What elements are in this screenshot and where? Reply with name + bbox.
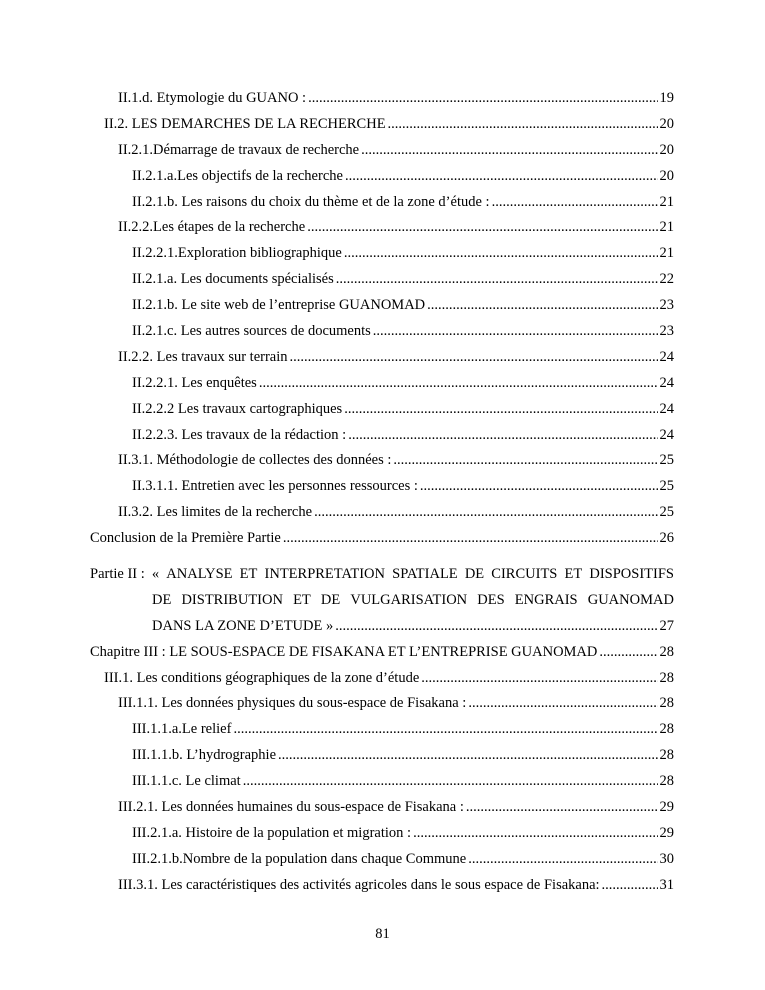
toc-entry[interactable] [118, 500, 674, 526]
toc-entry-label: III.3.1. Les caractéristiques des activités agricoles dans le sous espace de Fisakana: [118, 876, 600, 893]
toc-page-number: 19 [659, 90, 674, 106]
toc-entry[interactable] [132, 743, 674, 769]
partie-ii-word: ET [564, 566, 583, 583]
toc-entry[interactable] [104, 666, 674, 692]
toc-entry-label: II.2.2.3. Les travaux de la rédaction : [132, 426, 347, 443]
toc-page-number: 28 [659, 721, 674, 738]
leader-dots [361, 138, 657, 164]
leader-dots [421, 666, 657, 692]
leader-dots [393, 448, 657, 474]
toc-entry-partie-ii[interactable] [90, 562, 674, 640]
toc-entry-label: Chapitre III : LE SOUS-ESPACE DE FISAKANA ET L’ENTREPRISE GUANOMAD [90, 643, 598, 660]
footer-page-number: 81 [375, 926, 390, 942]
partie-ii-word: DE [152, 591, 172, 608]
toc-entry[interactable] [132, 293, 674, 319]
partie-ii-word: DE [464, 566, 485, 583]
toc-entry[interactable] [132, 397, 674, 423]
toc-entry-label: II.2.1.b. Le site web de l’entreprise GUANOMAD [132, 297, 426, 314]
toc-page-number: 26 [659, 530, 674, 547]
leader-dots [492, 190, 658, 216]
toc-page-number: 23 [659, 297, 674, 314]
toc-page-number: 31 [659, 876, 674, 893]
toc-entry-label: II.2.1.a.Les objectifs de la recherche [132, 167, 343, 184]
toc-entry-label: II.3.1.1. Entretien avec les personnes ressources : [132, 478, 418, 495]
toc-entry-label: II.3.1. Méthodologie de collectes des données : [118, 452, 392, 469]
partie-ii-word: ANALYSE [166, 566, 233, 583]
partie-ii-title-line1 [90, 562, 674, 588]
partie-ii-title-end: DANS LA ZONE D’ETUDE » [152, 617, 334, 634]
toc-page-number: 28 [659, 643, 674, 660]
toc-entry[interactable] [118, 215, 674, 241]
toc-section-part1 [0, 86, 765, 552]
toc-entry[interactable] [118, 795, 674, 821]
leader-dots [308, 86, 657, 112]
toc-entry[interactable] [118, 691, 674, 717]
toc-entry-label: III.1.1. Les données physiques du sous-espace de Fisakana : [118, 695, 467, 712]
partie-ii-word: DES [477, 591, 505, 608]
toc-entry[interactable] [132, 371, 674, 397]
toc-page-number: 28 [659, 747, 674, 764]
toc-entry-label: II.1.d. Etymologie du GUANO : [118, 90, 307, 106]
toc-page-number: 24 [659, 374, 674, 391]
partie-ii-word: GUANOMAD [587, 591, 674, 608]
toc-entry[interactable] [132, 164, 674, 190]
toc-entry-label: II.3.2. Les limites de la recherche [118, 504, 313, 521]
leader-dots [348, 423, 657, 449]
toc-page-number: 23 [659, 323, 674, 340]
toc-section-chapter3 [0, 640, 765, 899]
toc-entry-label: II.2.1.Démarrage de travaux de recherche [118, 141, 360, 158]
partie-ii-title-line3 [152, 614, 674, 640]
leader-dots [466, 795, 658, 821]
toc-entry-label: Conclusion de la Première Partie [90, 530, 281, 547]
leader-dots [307, 215, 657, 241]
leader-dots [373, 319, 658, 345]
toc-page-number: 24 [659, 348, 674, 365]
leader-dots [468, 847, 657, 873]
partie-ii-word: SPATIALE [392, 566, 458, 583]
toc-entry[interactable] [118, 138, 674, 164]
leader-dots [388, 112, 658, 138]
leader-dots [314, 500, 657, 526]
leader-dots [345, 164, 658, 190]
leader-dots [336, 267, 658, 293]
partie-ii-word: DE [320, 591, 341, 608]
leader-dots [259, 371, 658, 397]
toc-entry[interactable] [118, 345, 674, 371]
toc-page-number: 24 [659, 400, 674, 417]
partie-ii-word: VULGARISATION [350, 591, 468, 608]
toc-entry[interactable] [132, 190, 674, 216]
partie-ii-word: DISTRIBUTION [181, 591, 283, 608]
toc-entry[interactable] [132, 319, 674, 345]
leader-dots [427, 293, 657, 319]
toc-entry-label: II.2.2.2 Les travaux cartographiques [132, 400, 343, 417]
leader-dots [243, 769, 658, 795]
toc-page-number: 28 [659, 773, 674, 790]
toc-entry-label: II.2.2. Les travaux sur terrain [118, 348, 288, 365]
toc-page-number: 21 [659, 219, 674, 236]
leader-dots [602, 873, 658, 899]
toc-entry[interactable] [132, 821, 674, 847]
toc-page-number: 25 [659, 478, 674, 495]
toc-entry-label: III.1.1.b. L’hydrographie [132, 747, 277, 764]
toc-entry-label: III.2.1.a. Histoire de la population et migration : [132, 824, 412, 841]
toc-entry-label: II.2.1.b. Les raisons du choix du thème et de la zone d’étude : [132, 193, 490, 210]
toc-page-number: 28 [659, 669, 674, 686]
toc-entry[interactable] [132, 267, 674, 293]
leader-dots [335, 614, 657, 640]
leader-dots [233, 717, 657, 743]
toc-page-number: 25 [659, 452, 674, 469]
leader-dots [290, 345, 658, 371]
toc-page-number: 27 [659, 617, 674, 634]
toc-entry[interactable] [132, 769, 674, 795]
toc-page-number: 29 [659, 799, 674, 816]
toc-entry-label: II.2.2.1.Exploration bibliographique [132, 245, 342, 262]
toc-entry[interactable] [132, 847, 674, 873]
partie-ii-word: ET [239, 566, 258, 583]
toc-page-number: 22 [659, 271, 674, 288]
toc-page-number: 30 [659, 850, 674, 867]
leader-dots [344, 241, 658, 267]
toc-entry-label: III.2.1.b.Nombre de la population dans chaque Commune [132, 850, 467, 867]
toc-entry-label: II.2.2.1. Les enquêtes [132, 374, 257, 391]
toc-entry-label: III.2.1. Les données humaines du sous-espace de Fisakana : [118, 799, 464, 816]
toc-entry[interactable] [90, 640, 674, 666]
toc-page-number: 20 [659, 167, 674, 184]
toc-entry-label: II.2.1.c. Les autres sources de documents [132, 323, 371, 340]
partie-ii-word: ET [293, 591, 311, 608]
leader-dots [468, 691, 657, 717]
partie-ii-word: CIRCUITS [491, 566, 558, 583]
toc-entry-label: III.1. Les conditions géographiques de la zone d’étude [104, 669, 420, 686]
toc-entry[interactable] [90, 526, 674, 552]
toc-page-number: 20 [659, 115, 674, 132]
toc-page-number: 21 [659, 245, 674, 262]
partie-ii-word: « [151, 566, 160, 583]
leader-dots [599, 640, 657, 666]
leader-dots [283, 526, 658, 552]
partie-ii-title-line2 [152, 588, 674, 614]
toc-page-number: 28 [659, 695, 674, 712]
leader-dots [420, 474, 658, 500]
toc-entry[interactable] [132, 474, 674, 500]
partie-ii-word: ENGRAIS [514, 591, 578, 608]
toc-entry[interactable] [118, 448, 674, 474]
toc-page-number: 29 [659, 824, 674, 841]
toc-entry[interactable] [132, 423, 674, 449]
leader-dots [344, 397, 657, 423]
toc-page-number: 20 [659, 141, 674, 158]
toc-page-number: 24 [659, 426, 674, 443]
toc-entry-label: III.1.1.c. Le climat [132, 773, 241, 790]
partie-ii-prefix: Partie II : [90, 566, 145, 583]
leader-dots [413, 821, 657, 847]
toc-page-number: 25 [659, 504, 674, 521]
toc-entry-label: II.2.2.Les étapes de la recherche [118, 219, 306, 236]
toc-entry-label: II.2. LES DEMARCHES DE LA RECHERCHE [104, 115, 386, 132]
toc-page-number: 21 [659, 193, 674, 210]
leader-dots [278, 743, 657, 769]
toc-entry-label: III.1.1.a.Le relief [132, 721, 232, 738]
toc-entry[interactable] [118, 86, 674, 112]
table-of-contents [0, 86, 765, 899]
toc-entry[interactable] [132, 241, 674, 267]
partie-ii-word: DISPOSITIFS [589, 566, 674, 583]
toc-entry[interactable] [132, 717, 674, 743]
toc-entry[interactable] [104, 112, 674, 138]
toc-entry-label: II.2.1.a. Les documents spécialisés [132, 271, 334, 288]
toc-entry[interactable] [118, 873, 674, 899]
partie-ii-word: INTERPRETATION [264, 566, 385, 583]
